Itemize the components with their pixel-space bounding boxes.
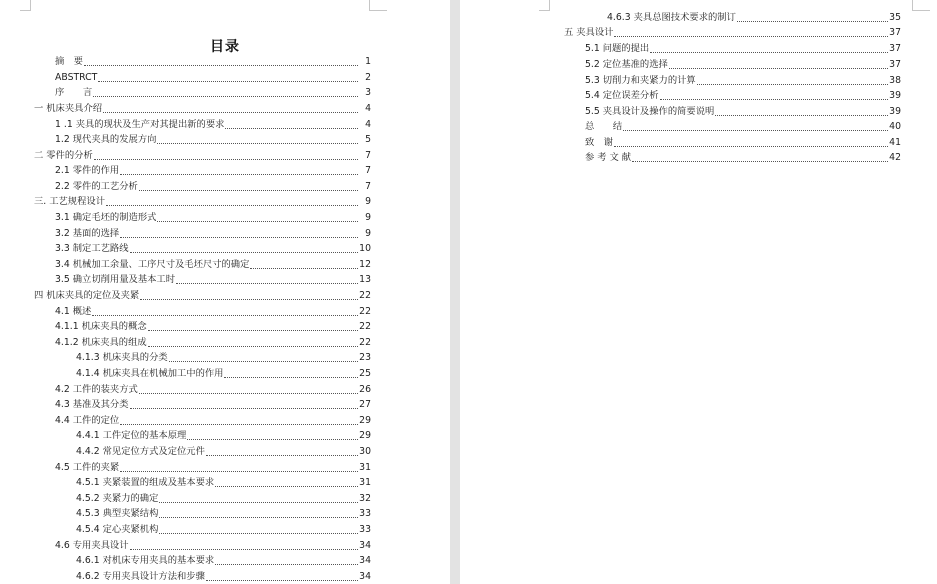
toc-entry-page: 4 <box>365 119 371 130</box>
toc-entry-label: 4.1.3 机床夹具的分类 <box>76 352 168 363</box>
toc-entry-page: 22 <box>359 290 371 301</box>
toc-entry-label: 参 考 文 献 <box>585 152 632 163</box>
toc-entry-page: 7 <box>365 150 371 161</box>
toc-entry-label: 致 谢 <box>585 137 613 148</box>
toc-entry-label: 摘 要 <box>55 56 83 67</box>
dot-leader <box>84 64 358 66</box>
toc-entry-label: 2.1 零件的作用 <box>55 165 120 176</box>
toc-entry[interactable] <box>585 105 901 119</box>
toc-entry-label: 5.3 切削力和夹紧力的计算 <box>585 75 696 86</box>
toc-entry[interactable] <box>585 136 901 150</box>
toc-entry[interactable] <box>76 445 371 459</box>
toc-entry-page: 12 <box>359 259 371 270</box>
toc-entry-label: 4.1.1 机床夹具的概念 <box>55 321 147 332</box>
toc-entry[interactable] <box>585 89 901 103</box>
toc-entry-label: 二 零件的分析 <box>34 150 93 161</box>
dot-leader <box>140 298 358 300</box>
dot-leader <box>92 314 358 316</box>
toc-entry-page: 10 <box>359 243 371 254</box>
toc-entry[interactable] <box>34 195 371 209</box>
toc-entry[interactable] <box>55 414 371 428</box>
toc-entry[interactable] <box>76 351 371 365</box>
dot-leader <box>94 158 358 160</box>
toc-entry[interactable] <box>55 320 371 334</box>
dot-leader <box>660 98 888 100</box>
dot-leader <box>120 236 358 238</box>
document-page-left <box>0 0 450 584</box>
toc-entry-page: 22 <box>359 321 371 332</box>
toc-entry-label: 4.5.4 定心夹紧机构 <box>76 524 159 535</box>
toc-entry-label: 4.4 工件的定位 <box>55 415 120 426</box>
toc-entry-label: 4.5 工件的夹紧 <box>55 462 120 473</box>
crop-mark <box>539 10 550 11</box>
dot-leader <box>614 145 888 147</box>
dot-leader <box>224 376 358 378</box>
toc-entry-page: 22 <box>359 306 371 317</box>
toc-entry[interactable] <box>585 74 901 88</box>
toc-entry-label: 3.4 机械加工余量、工序尺寸及毛坯尺寸的确定 <box>55 259 250 270</box>
crop-mark <box>912 0 913 10</box>
toc-entry[interactable] <box>34 289 371 303</box>
toc-entry[interactable] <box>76 570 371 584</box>
toc-entry-page: 37 <box>889 59 901 70</box>
page-gap <box>450 0 460 584</box>
toc-entry[interactable] <box>585 120 901 134</box>
dot-leader <box>130 548 358 550</box>
dot-leader <box>250 267 358 269</box>
toc-entry[interactable] <box>55 383 371 397</box>
dot-leader <box>697 83 888 85</box>
dot-leader <box>206 579 358 581</box>
dot-leader <box>176 282 358 284</box>
toc-entry[interactable] <box>585 42 901 56</box>
toc-entry[interactable] <box>55 211 371 225</box>
toc-entry-page: 42 <box>889 152 901 163</box>
toc-entry-label: 4.4.1 工件定位的基本原理 <box>76 430 187 441</box>
dot-leader <box>148 329 358 331</box>
toc-entry[interactable] <box>76 554 371 568</box>
crop-mark <box>369 10 387 11</box>
crop-mark <box>912 10 930 11</box>
toc-entry-label: 4.3 基准及其分类 <box>55 399 129 410</box>
toc-entry-label: 4.5.3 典型夹紧结构 <box>76 508 159 519</box>
toc-entry[interactable] <box>76 523 371 537</box>
document-page-right <box>460 0 937 584</box>
dot-leader <box>148 345 358 347</box>
dot-leader <box>120 423 358 425</box>
toc-entry-label: 3.3 制定工艺路线 <box>55 243 129 254</box>
dot-leader <box>120 470 358 472</box>
toc-entry-label: 4.6.2 专用夹具设计方法和步骤 <box>76 571 205 582</box>
toc-entry[interactable] <box>55 164 371 178</box>
toc-entry[interactable] <box>76 429 371 443</box>
toc-entry-label: 5.2 定位基准的选择 <box>585 59 668 70</box>
toc-entry-label: 3.5 确立切削用量及基本工时 <box>55 274 176 285</box>
toc-entry[interactable] <box>34 149 371 163</box>
toc-entry-page: 33 <box>359 524 371 535</box>
toc-entry-label: 4.2 工件的装夹方式 <box>55 384 138 395</box>
toc-entry-page: 5 <box>365 134 371 145</box>
toc-entry-label: 4.1 概述 <box>55 306 92 317</box>
toc-entry-label: 5.5 夹具设计及操作的简要说明 <box>585 106 715 117</box>
toc-entry-label: 1 .1 夹具的现状及生产对其提出新的要求 <box>55 119 225 130</box>
toc-entry-page: 31 <box>359 462 371 473</box>
toc-entry-page: 4 <box>365 103 371 114</box>
toc-entry-label: 四 机床夹具的定位及夹紧 <box>34 290 140 301</box>
toc-entry-label: 4.1.2 机床夹具的组成 <box>55 337 147 348</box>
toc-entry[interactable] <box>55 398 371 412</box>
toc-entry[interactable] <box>55 242 371 256</box>
dot-leader <box>669 67 888 69</box>
toc-entry[interactable] <box>585 58 901 72</box>
dot-leader <box>215 563 358 565</box>
toc-entry-label: 4.4.2 常见定位方式及定位元件 <box>76 446 205 457</box>
toc-entry[interactable] <box>607 11 901 25</box>
toc-entry-page: 40 <box>889 121 901 132</box>
dot-leader <box>215 485 358 487</box>
toc-entry-page: 9 <box>365 196 371 207</box>
toc-entry-page: 33 <box>359 508 371 519</box>
dot-leader <box>159 516 358 518</box>
dot-leader <box>737 20 888 22</box>
toc-entry-label: 4.6.1 对机床专用夹具的基本要求 <box>76 555 215 566</box>
toc-entry-label: 2.2 零件的工艺分析 <box>55 181 138 192</box>
dot-leader <box>120 173 358 175</box>
toc-entry-page: 9 <box>365 228 371 239</box>
toc-entry-page: 34 <box>359 540 371 551</box>
dot-leader <box>139 392 358 394</box>
dot-leader <box>98 80 358 82</box>
toc-entry[interactable] <box>55 86 371 100</box>
toc-entry-page: 23 <box>359 352 371 363</box>
dot-leader <box>130 251 358 253</box>
toc-entry-label: ABSTRCT <box>55 72 98 83</box>
toc-entry-label: 4.5.1 夹紧装置的组成及基本要求 <box>76 477 215 488</box>
dot-leader <box>106 204 358 206</box>
dot-leader <box>159 532 358 534</box>
toc-entry-page: 25 <box>359 368 371 379</box>
dot-leader <box>130 407 358 409</box>
toc-entry-label: 4.6 专用夹具设计 <box>55 540 129 551</box>
toc-entry-label: 5.1 问题的提出 <box>585 43 650 54</box>
toc-entry-page: 31 <box>359 477 371 488</box>
toc-entry-label: 总 结 <box>585 121 623 132</box>
toc-entry-label: 5.4 定位误差分析 <box>585 90 659 101</box>
toc-entry-page: 34 <box>359 555 371 566</box>
crop-mark <box>549 0 550 10</box>
crop-mark <box>369 0 370 10</box>
toc-entry[interactable] <box>564 26 901 40</box>
toc-entry-label: 1.2 现代夹具的发展方向 <box>55 134 157 145</box>
toc-entry-page: 29 <box>359 430 371 441</box>
toc-entry-label: 4.5.2 夹紧力的确定 <box>76 493 159 504</box>
toc-entry[interactable] <box>55 227 371 241</box>
toc-entry[interactable] <box>55 133 371 147</box>
toc-entry-page: 37 <box>889 43 901 54</box>
toc-entry[interactable] <box>55 273 371 287</box>
toc-entry-page: 32 <box>359 493 371 504</box>
toc-entry-page: 29 <box>359 415 371 426</box>
dot-leader <box>187 438 358 440</box>
dot-leader <box>139 189 358 191</box>
toc-entry-page: 9 <box>365 212 371 223</box>
dot-leader <box>632 160 888 162</box>
toc-entry[interactable] <box>76 367 371 381</box>
crop-mark <box>30 0 31 10</box>
toc-entry-page: 2 <box>365 72 371 83</box>
toc-entry[interactable] <box>55 305 371 319</box>
toc-entry-page: 1 <box>365 56 371 67</box>
toc-entry-page: 22 <box>359 337 371 348</box>
dot-leader <box>169 360 358 362</box>
crop-mark <box>20 10 31 11</box>
toc-entry-page: 26 <box>359 384 371 395</box>
toc-entry[interactable] <box>55 180 371 194</box>
dot-leader <box>93 95 358 97</box>
toc-entry-page: 39 <box>889 106 901 117</box>
toc-entry-page: 41 <box>889 137 901 148</box>
dot-leader <box>225 127 358 129</box>
toc-entry-page: 13 <box>359 274 371 285</box>
toc-entry-page: 38 <box>889 75 901 86</box>
toc-entry[interactable] <box>585 151 901 165</box>
toc-entry-label: 一 机床夹具介绍 <box>34 103 103 114</box>
dot-leader <box>157 142 358 144</box>
toc-entry-label: 序 言 <box>55 87 93 98</box>
toc-entry-page: 3 <box>365 87 371 98</box>
toc-entry[interactable] <box>55 539 371 553</box>
dot-leader <box>650 51 888 53</box>
toc-entry-label: 五 夹具设计 <box>564 27 614 38</box>
toc-entry[interactable] <box>55 118 371 132</box>
toc-entry-label: 4.1.4 机床夹具在机械加工中的作用 <box>76 368 224 379</box>
toc-entry[interactable] <box>55 336 371 350</box>
toc-entry-page: 37 <box>889 27 901 38</box>
toc-entry-label: 三. 工艺规程设计 <box>34 196 105 207</box>
toc-entry-label: 3.1 确定毛坯的制造形式 <box>55 212 157 223</box>
toc-title: 目录 <box>210 39 240 55</box>
toc-entry-page: 34 <box>359 571 371 582</box>
toc-entry-label: 3.2 基面的选择 <box>55 228 120 239</box>
toc-entry-page: 7 <box>365 165 371 176</box>
dot-leader <box>623 129 888 131</box>
dot-leader <box>206 454 358 456</box>
dot-leader <box>157 220 358 222</box>
toc-entry-page: 39 <box>889 90 901 101</box>
toc-entry[interactable] <box>55 55 371 69</box>
toc-entry-label: 4.6.3 夹具总图技术要求的制订 <box>607 12 736 23</box>
dot-leader <box>715 114 888 116</box>
toc-entry-page: 27 <box>359 399 371 410</box>
dot-leader <box>614 35 888 37</box>
toc-entry[interactable] <box>34 102 371 116</box>
toc-entry[interactable] <box>76 492 371 506</box>
toc-entry[interactable] <box>76 507 371 521</box>
dot-leader <box>103 111 358 113</box>
dot-leader <box>159 501 358 503</box>
toc-entry[interactable] <box>55 71 371 85</box>
toc-entry[interactable] <box>55 461 371 475</box>
toc-entry[interactable] <box>76 476 371 490</box>
toc-entry-page: 35 <box>889 12 901 23</box>
toc-entry-page: 30 <box>359 446 371 457</box>
toc-entry-page: 7 <box>365 181 371 192</box>
toc-entry[interactable] <box>55 258 371 272</box>
